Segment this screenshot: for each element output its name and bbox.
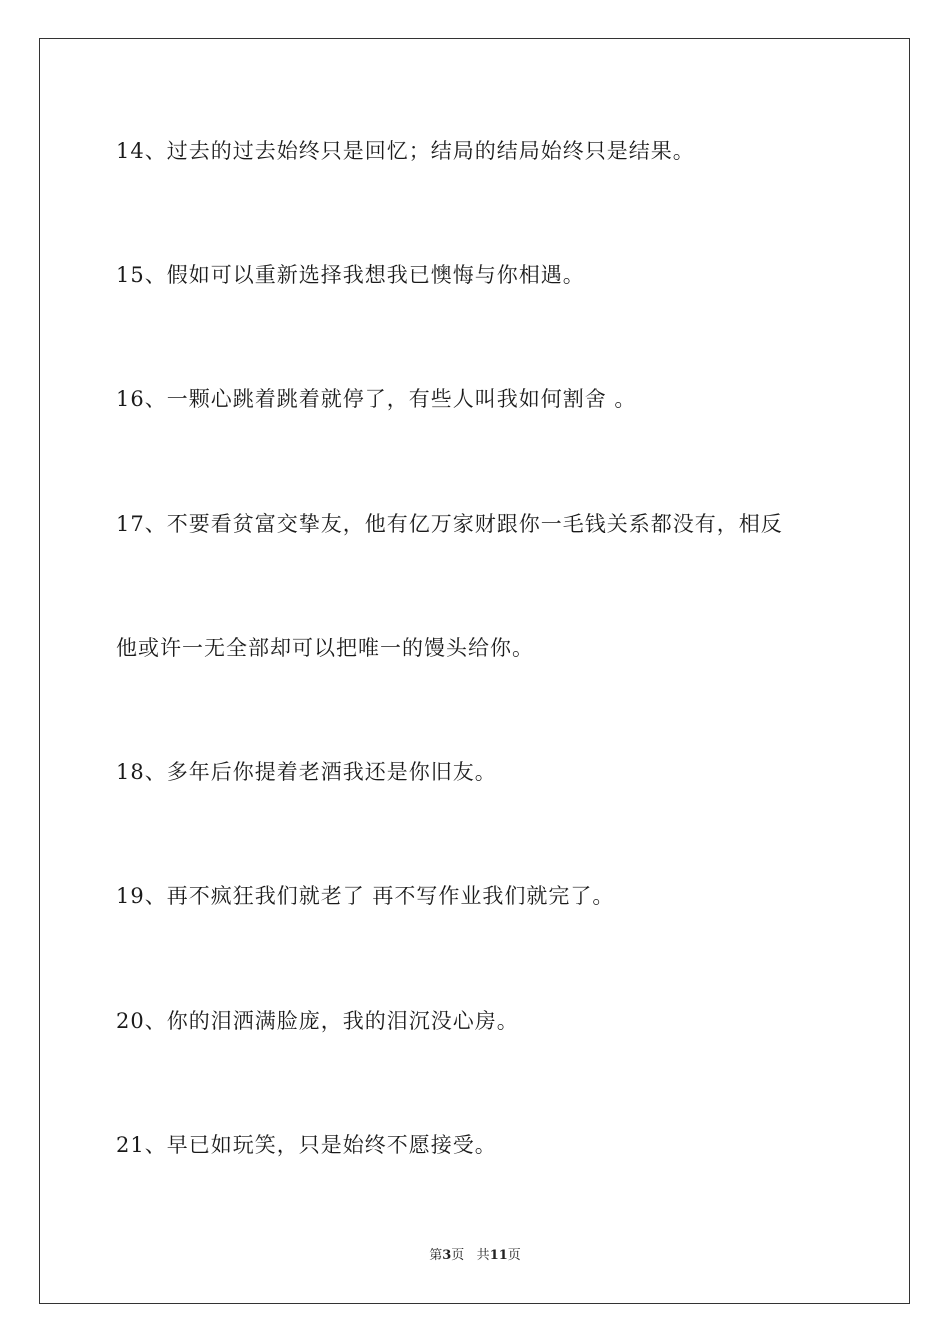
text-line-14: 14、过去的过去始终只是回忆；结局的结局始终只是结果。 xyxy=(116,139,695,163)
total-suffix: 页 xyxy=(507,1248,521,1263)
total-prefix: 共 xyxy=(476,1248,490,1263)
page-number: 3 xyxy=(442,1248,452,1263)
text-line-15: 15、假如可以重新选择我想我已懊悔与你相遇。 xyxy=(116,263,585,287)
text-line-20: 20、你的泪洒满脸庞，我的泪沉没心房。 xyxy=(116,1009,519,1033)
page-prefix: 第 xyxy=(429,1248,443,1263)
text-line-18: 18、多年后你提着老酒我还是你旧友。 xyxy=(116,760,497,784)
page-footer xyxy=(0,1247,950,1265)
text-line-17: 17、不要看贫富交挚友，他有亿万家财跟你一毛钱关系都没有，相反 xyxy=(116,512,783,536)
text-line-16: 16、一颗心跳着跳着就停了，有些人叫我如何割舍 。 xyxy=(116,387,637,411)
page-border xyxy=(39,38,910,1304)
text-line-17-continued: 他或许一无全部却可以把唯一的馒头给你。 xyxy=(116,636,534,660)
text-line-21: 21、早已如玩笑，只是始终不愿接受。 xyxy=(116,1133,497,1157)
total-pages: 11 xyxy=(489,1248,508,1263)
text-line-19: 19、再不疯狂我们就老了 再不写作业我们就完了。 xyxy=(116,884,615,908)
page-suffix: 页 xyxy=(451,1248,465,1263)
